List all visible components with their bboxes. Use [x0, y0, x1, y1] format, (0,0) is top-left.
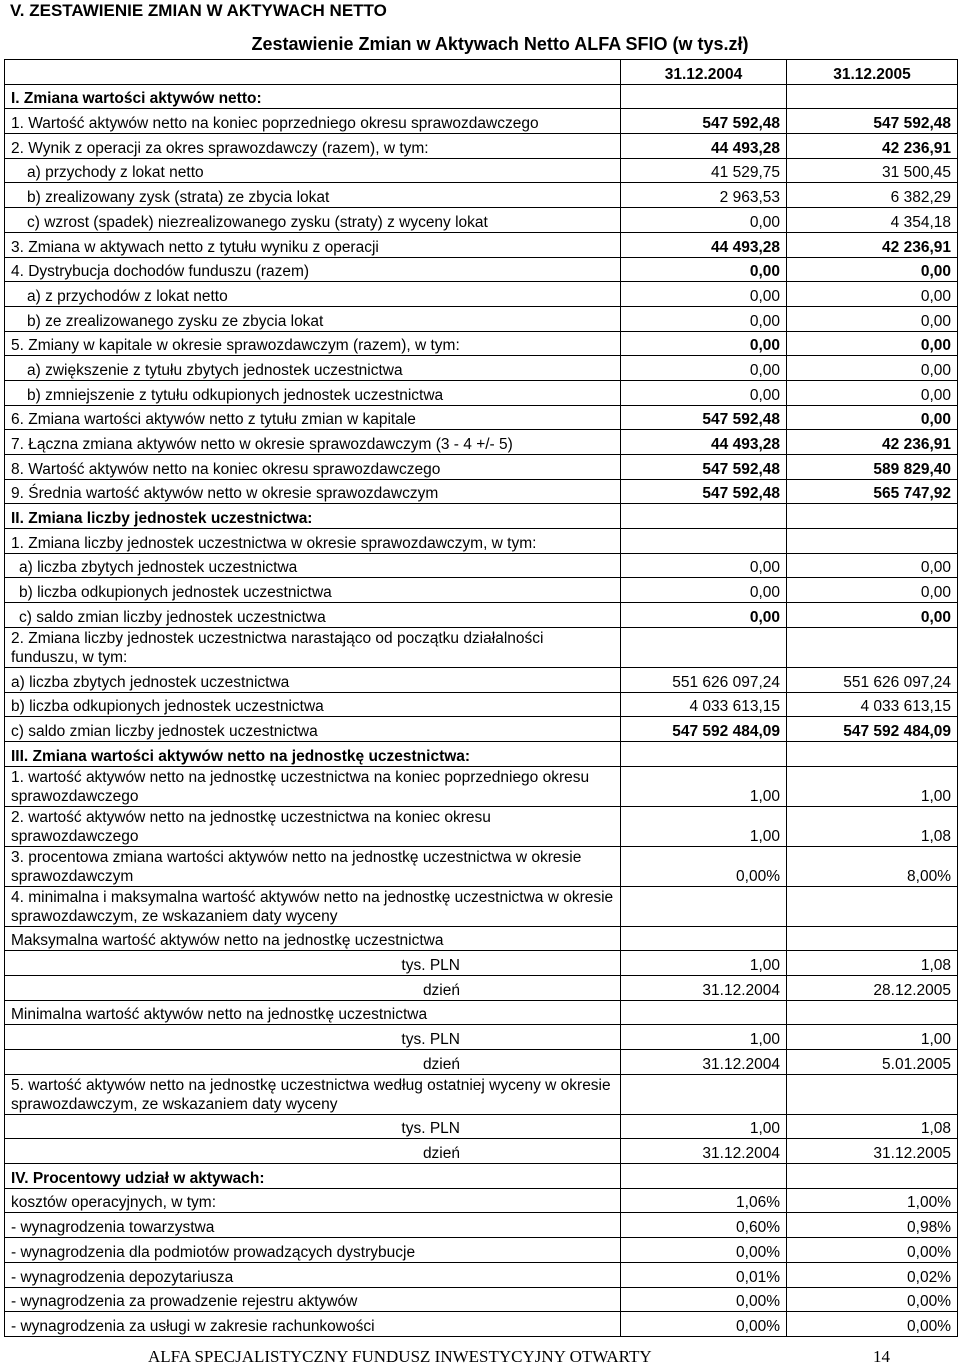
value-2005 — [787, 627, 958, 667]
value-2005: 0,00 — [787, 578, 958, 603]
row-label: c) wzrost (spadek) niezrealizowanego zysku (straty) z wyceny lokat — [5, 208, 621, 233]
row-label: b) zmniejszenie z tytułu odkupionych jednostek uczestnictwa — [5, 380, 621, 405]
value-2005: 0,00% — [787, 1312, 958, 1337]
row-label: 5. wartość aktywów netto na jednostkę uczestnictwa według ostatniej wyceny w okresie sprawozdawczym, ze wskazaniem daty wyceny — [5, 1074, 621, 1114]
row-label: b) liczba odkupionych jednostek uczestnictwa — [5, 578, 621, 603]
row-label: a) zwiększenie z tytułu zbytych jednostek uczestnictwa — [5, 356, 621, 381]
table-row — [5, 1238, 958, 1263]
row-label: a) przychody z lokat netto — [5, 158, 621, 183]
table-row — [5, 479, 958, 504]
row-label: c) saldo zmian liczby jednostek uczestnictwa — [5, 603, 621, 628]
value-2005: 0,00% — [787, 1238, 958, 1263]
value-2004: 31.12.2004 — [621, 1139, 787, 1164]
table-row — [5, 846, 958, 886]
value-2004: 547 592,48 — [621, 479, 787, 504]
value-2005: 31.12.2005 — [787, 60, 958, 85]
table-row — [5, 331, 958, 356]
value-2005: 31 500,45 — [787, 158, 958, 183]
value-2004: 0,60% — [621, 1213, 787, 1238]
value-2004 — [621, 886, 787, 926]
value-2005: 551 626 097,24 — [787, 667, 958, 692]
value-2004: 1,00 — [621, 1114, 787, 1139]
value-2004 — [621, 529, 787, 554]
row-label: 1. Zmiana liczby jednostek uczestnictwa w okresie sprawozdawczym, w tym: — [5, 529, 621, 554]
value-2005 — [787, 926, 958, 951]
value-2005: 0,02% — [787, 1262, 958, 1287]
value-2005 — [787, 84, 958, 109]
value-2005: 1,00 — [787, 766, 958, 806]
value-2004: 31.12.2004 — [621, 1050, 787, 1075]
row-label: - wynagrodzenia za usługi w zakresie rachunkowości — [5, 1312, 621, 1337]
table-row — [5, 1262, 958, 1287]
table-row — [5, 766, 958, 806]
value-2004: 1,00 — [621, 806, 787, 846]
table-row — [5, 504, 958, 529]
value-2004: 0,00 — [621, 208, 787, 233]
value-2005: 1,00 — [787, 1025, 958, 1050]
row-label — [5, 60, 621, 85]
row-label: - wynagrodzenia dla podmiotów prowadzących dystrybucje — [5, 1238, 621, 1263]
value-2004 — [621, 741, 787, 766]
value-2005: 5.01.2005 — [787, 1050, 958, 1075]
table-row — [5, 1074, 958, 1114]
value-2005 — [787, 529, 958, 554]
row-label: II. Zmiana liczby jednostek uczestnictwa: — [5, 504, 621, 529]
value-2005: 42 236,91 — [787, 134, 958, 159]
table-row — [5, 109, 958, 134]
table-body — [5, 60, 958, 1337]
value-2005: 0,00 — [787, 306, 958, 331]
value-2005: 1,08 — [787, 1114, 958, 1139]
value-2005: 565 747,92 — [787, 479, 958, 504]
value-2005 — [787, 886, 958, 926]
table-row — [5, 1139, 958, 1164]
table-row — [5, 232, 958, 257]
value-2005: 0,00 — [787, 331, 958, 356]
value-2005: 589 829,40 — [787, 455, 958, 480]
value-2005: 4 033 613,15 — [787, 692, 958, 717]
row-label: I. Zmiana wartości aktywów netto: — [5, 84, 621, 109]
row-label: b) zrealizowany zysk (strata) ze zbycia lokat — [5, 183, 621, 208]
row-label: 2. Wynik z operacji za okres sprawozdawczy (razem), w tym: — [5, 134, 621, 159]
row-label: dzień — [5, 1139, 621, 1164]
value-2004: 31.12.2004 — [621, 975, 787, 1000]
table-row — [5, 1287, 958, 1312]
value-2004: 1,00 — [621, 951, 787, 976]
table-row — [5, 692, 958, 717]
value-2004: 1,00 — [621, 766, 787, 806]
value-2004: 31.12.2004 — [621, 60, 787, 85]
value-2004: 547 592,48 — [621, 455, 787, 480]
row-label: 5. Zmiany w kapitale w okresie sprawozdawczym (razem), w tym: — [5, 331, 621, 356]
row-label: dzień — [5, 975, 621, 1000]
table-row — [5, 60, 958, 85]
value-2005: 0,00 — [787, 405, 958, 430]
value-2005: 28.12.2005 — [787, 975, 958, 1000]
footer-page-number: 14 — [873, 1347, 890, 1366]
table-row — [5, 282, 958, 307]
table-row — [5, 208, 958, 233]
table-row — [5, 1164, 958, 1189]
table-row — [5, 603, 958, 628]
row-label: IV. Procentowy udział w aktywach: — [5, 1164, 621, 1189]
row-label: b) ze zrealizowanego zysku ze zbycia lokat — [5, 306, 621, 331]
table-row — [5, 926, 958, 951]
value-2004 — [621, 1074, 787, 1114]
table-row — [5, 529, 958, 554]
value-2005: 42 236,91 — [787, 430, 958, 455]
value-2005: 0,00 — [787, 257, 958, 282]
table-row — [5, 886, 958, 926]
value-2004: 4 033 613,15 — [621, 692, 787, 717]
value-2004: 44 493,28 — [621, 232, 787, 257]
value-2004 — [621, 1000, 787, 1025]
changes-in-net-assets-table — [4, 59, 958, 1337]
footer-fund-name: ALFA SPECJALISTYCZNY FUNDUSZ INWESTYCYJNY OTWARTY — [148, 1347, 652, 1366]
value-2004: 0,00 — [621, 578, 787, 603]
table-row — [5, 405, 958, 430]
value-2005: 0,00 — [787, 603, 958, 628]
row-label: a) z przychodów z lokat netto — [5, 282, 621, 307]
value-2004: 547 592,48 — [621, 109, 787, 134]
value-2004: 0,00% — [621, 1287, 787, 1312]
value-2005: 0,00 — [787, 356, 958, 381]
row-label: kosztów operacyjnych, w tym: — [5, 1188, 621, 1213]
value-2004: 1,06% — [621, 1188, 787, 1213]
row-label: dzień — [5, 1050, 621, 1075]
table-row — [5, 553, 958, 578]
value-2005: 1,08 — [787, 806, 958, 846]
table-row — [5, 1050, 958, 1075]
section-title: V. ZESTAWIENIE ZMIAN W AKTYWACH NETTO — [10, 1, 387, 20]
value-2004: 0,00 — [621, 553, 787, 578]
row-label: - wynagrodzenia depozytariusza — [5, 1262, 621, 1287]
value-2004: 0,00 — [621, 257, 787, 282]
value-2004: 41 529,75 — [621, 158, 787, 183]
value-2005: 42 236,91 — [787, 232, 958, 257]
row-label: 1. Wartość aktywów netto na koniec poprzedniego okresu sprawozdawczego — [5, 109, 621, 134]
row-label: 4. minimalna i maksymalna wartość aktywów netto na jednostkę uczestnictwa w okresie sprawozdawczym, ze wskazaniem daty wyceny — [5, 886, 621, 926]
value-2004 — [621, 926, 787, 951]
value-2004: 0,00 — [621, 603, 787, 628]
row-label: 1. wartość aktywów netto na jednostkę uczestnictwa na koniec poprzedniego okresu sprawozdawczego — [5, 766, 621, 806]
value-2005 — [787, 1000, 958, 1025]
table-row — [5, 578, 958, 603]
table-row — [5, 84, 958, 109]
value-2005: 8,00% — [787, 846, 958, 886]
value-2005: 547 592,48 — [787, 109, 958, 134]
value-2005 — [787, 1074, 958, 1114]
row-label: 6. Zmiana wartości aktywów netto z tytułu zmian w kapitale — [5, 405, 621, 430]
row-label: Maksymalna wartość aktywów netto na jednostkę uczestnictwa — [5, 926, 621, 951]
table-row — [5, 1000, 958, 1025]
value-2005: 31.12.2005 — [787, 1139, 958, 1164]
value-2005: 4 354,18 — [787, 208, 958, 233]
value-2004 — [621, 504, 787, 529]
row-label: 9. Średnia wartość aktywów netto w okresie sprawozdawczym — [5, 479, 621, 504]
row-label: - wynagrodzenia towarzystwa — [5, 1213, 621, 1238]
value-2004: 0,00 — [621, 356, 787, 381]
table-row — [5, 257, 958, 282]
row-label: 3. procentowa zmiana wartości aktywów netto na jednostkę uczestnictwa w okresie sprawozdawczym — [5, 846, 621, 886]
value-2004: 0,00% — [621, 1238, 787, 1263]
value-2004: 0,00% — [621, 846, 787, 886]
value-2004: 1,00 — [621, 1025, 787, 1050]
table-title: Zestawienie Zmian w Aktywach Netto ALFA SFIO (w tys.zł) — [251, 34, 749, 54]
table-row — [5, 667, 958, 692]
table-row — [5, 1114, 958, 1139]
value-2005: 0,00 — [787, 553, 958, 578]
table-row — [5, 975, 958, 1000]
table-row — [5, 741, 958, 766]
value-2004 — [621, 627, 787, 667]
row-label: 3. Zmiana w aktywach netto z tytułu wyniku z operacji — [5, 232, 621, 257]
value-2004: 547 592 484,09 — [621, 717, 787, 742]
value-2004 — [621, 84, 787, 109]
table-row — [5, 183, 958, 208]
row-label: Minimalna wartość aktywów netto na jednostkę uczestnictwa — [5, 1000, 621, 1025]
value-2004: 0,01% — [621, 1262, 787, 1287]
table-row — [5, 1025, 958, 1050]
value-2004: 44 493,28 — [621, 134, 787, 159]
value-2005: 0,00% — [787, 1287, 958, 1312]
table-row — [5, 356, 958, 381]
value-2004: 0,00 — [621, 306, 787, 331]
table-row — [5, 951, 958, 976]
value-2004: 0,00 — [621, 282, 787, 307]
table-row — [5, 306, 958, 331]
row-label: 7. Łączna zmiana aktywów netto w okresie sprawozdawczym (3 - 4 +/- 5) — [5, 430, 621, 455]
row-label: tys. PLN — [5, 1114, 621, 1139]
value-2005: 0,00 — [787, 282, 958, 307]
row-label: III. Zmiana wartości aktywów netto na jednostkę uczestnictwa: — [5, 741, 621, 766]
value-2005: 0,98% — [787, 1213, 958, 1238]
value-2004: 0,00 — [621, 380, 787, 405]
row-label: a) liczba zbytych jednostek uczestnictwa — [5, 553, 621, 578]
row-label: 8. Wartość aktywów netto na koniec okresu sprawozdawczego — [5, 455, 621, 480]
table-row — [5, 380, 958, 405]
row-label: 2. Zmiana liczby jednostek uczestnictwa narastająco od początku działalności funduszu, w tym: — [5, 627, 621, 667]
table-row — [5, 806, 958, 846]
table-row — [5, 134, 958, 159]
value-2005: 0,00 — [787, 380, 958, 405]
row-label: tys. PLN — [5, 951, 621, 976]
value-2004: 0,00% — [621, 1312, 787, 1337]
table-row — [5, 158, 958, 183]
row-label: tys. PLN — [5, 1025, 621, 1050]
value-2005 — [787, 1164, 958, 1189]
value-2005: 547 592 484,09 — [787, 717, 958, 742]
table-row — [5, 455, 958, 480]
table-row — [5, 627, 958, 667]
value-2004: 0,00 — [621, 331, 787, 356]
row-label: c) saldo zmian liczby jednostek uczestnictwa — [5, 717, 621, 742]
value-2005 — [787, 741, 958, 766]
row-label: 4. Dystrybucja dochodów funduszu (razem) — [5, 257, 621, 282]
row-label: 2. wartość aktywów netto na jednostkę uczestnictwa na koniec okresu sprawozdawczego — [5, 806, 621, 846]
value-2004: 551 626 097,24 — [621, 667, 787, 692]
value-2004: 44 493,28 — [621, 430, 787, 455]
value-2005: 1,00% — [787, 1188, 958, 1213]
value-2004 — [621, 1164, 787, 1189]
value-2005 — [787, 504, 958, 529]
table-row — [5, 1312, 958, 1337]
row-label: a) liczba zbytych jednostek uczestnictwa — [5, 667, 621, 692]
value-2005: 6 382,29 — [787, 183, 958, 208]
row-label: - wynagrodzenia za prowadzenie rejestru aktywów — [5, 1287, 621, 1312]
row-label: b) liczba odkupionych jednostek uczestnictwa — [5, 692, 621, 717]
value-2005: 1,08 — [787, 951, 958, 976]
table-row — [5, 1188, 958, 1213]
table-row — [5, 430, 958, 455]
value-2004: 2 963,53 — [621, 183, 787, 208]
table-row — [5, 1213, 958, 1238]
table-row — [5, 717, 958, 742]
value-2004: 547 592,48 — [621, 405, 787, 430]
